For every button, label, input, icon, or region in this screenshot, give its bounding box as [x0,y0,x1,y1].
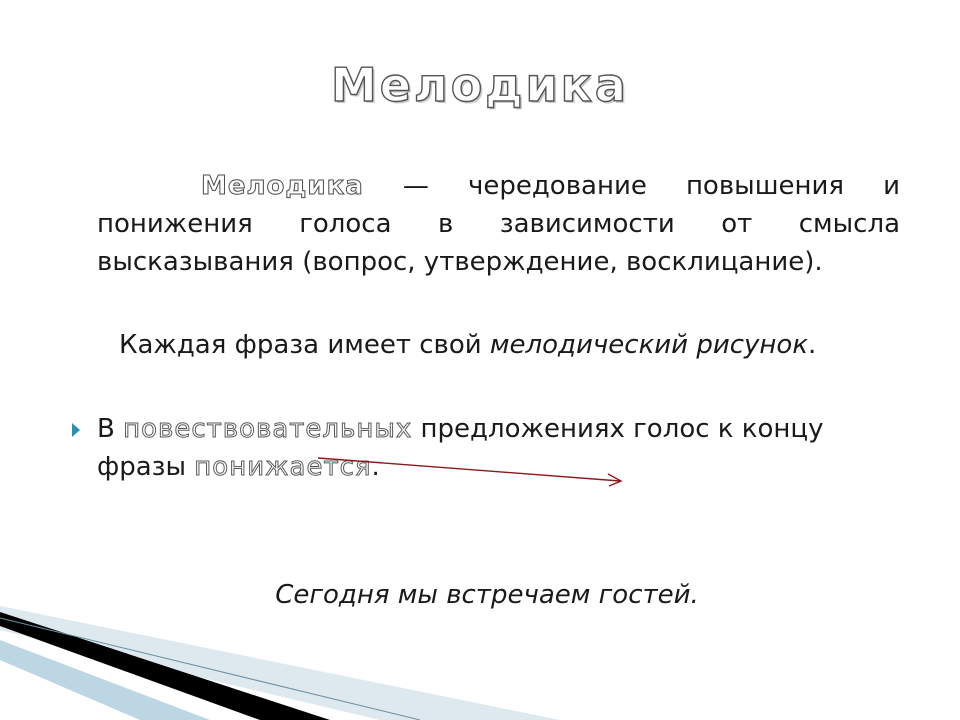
term-declarative: повествовательных [123,414,413,444]
definition-text: — чередование повышения и понижения голоса в зависимости от смысла высказывания (вопрос, утверждение, восклицание). [97,171,900,277]
slide-title: Мелодика [331,58,629,112]
term-lowers: понижается [194,452,372,482]
pattern-text-before: Каждая фраза имеет свой [119,330,490,360]
declarative-suffix: . [371,452,380,482]
pattern-text-after: . [808,330,817,360]
example-sentence: Сегодня мы встречаем гостей. [275,580,699,610]
declarative-prefix: В [97,414,124,444]
term-melodika: Мелодика [201,171,364,201]
declarative-middle: предложениях голос к концу фразы [97,414,824,482]
arrow-shaft [318,458,620,481]
pattern-italic-term: мелодический рисунок [489,330,809,360]
